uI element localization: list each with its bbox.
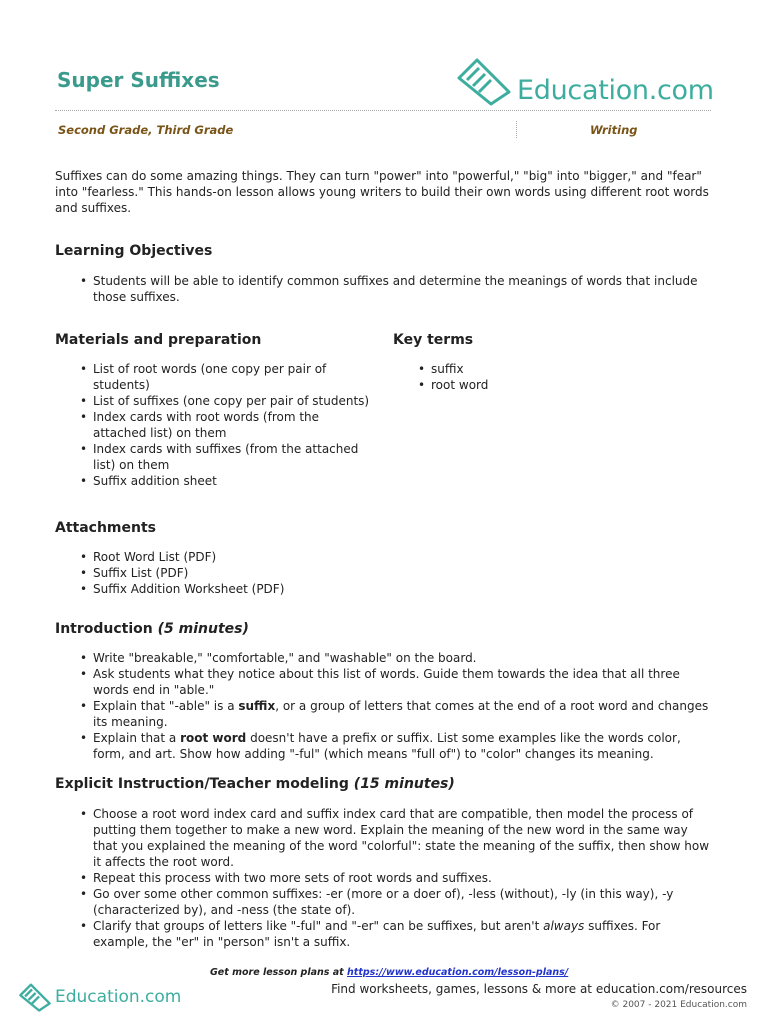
text-run: suffixes. For example, the "er" in "person" isn't a suffix. (93, 919, 661, 949)
list-item: • suffix (393, 361, 693, 377)
page-title: Super Suffixes (57, 68, 220, 92)
subject: Writing (590, 123, 638, 137)
text-run: doesn't have a prefix or suffix. List some examples like the words color, form, and art. Show how adding "-ful" (which means "full of") to "color" changes its meaning. (93, 731, 681, 761)
attachments-list (55, 549, 555, 597)
list-item: • Ask students what they notice about this list of words. Guide them towards the idea that all three words end in "able." (55, 666, 715, 698)
grade-levels: Second Grade, Third Grade (58, 123, 234, 137)
explicit-list (55, 806, 715, 950)
list-item: • Write "breakable," "comfortable," and "washable" on the board. (55, 650, 715, 666)
footer-copyright: © 2007 - 2021 Education.com (610, 1000, 747, 1010)
footer-logo[interactable] (18, 982, 181, 1012)
education-logo-icon (18, 982, 52, 1012)
term-suffix: suffix (238, 699, 276, 713)
list-item: • List of root words (one copy per pair of students) (55, 361, 375, 393)
text-run: Explain that a (93, 731, 181, 745)
attachment-suffix-list[interactable]: • Suffix List (PDF) (55, 565, 555, 581)
list-item (55, 698, 715, 730)
attachments-heading: Attachments (55, 520, 157, 536)
explicit-heading (55, 776, 455, 792)
attachment-suffix-worksheet[interactable]: • Suffix Addition Worksheet (PDF) (55, 581, 555, 597)
lesson-plans-link[interactable]: https://www.education.com/lesson-plans/ (347, 967, 569, 978)
list-item: • List of suffixes (one copy per pair of students) (55, 393, 375, 409)
explicit-title: Explicit Instruction/Teacher modeling (55, 776, 349, 792)
footer-resources-text: Find worksheets, games, lessons & more at education.com/resources (331, 982, 747, 996)
list-item: • Suffix addition sheet (55, 473, 375, 489)
term-root-word: root word (180, 731, 247, 745)
header-separator (516, 121, 517, 138)
intro-paragraph: Suffixes can do some amazing things. They can turn "power" into "powerful," "big" into "bigger," and "fear" into "fearless." This hands-on lesson allows young writers to build their own words using different root words and suffixes. (55, 169, 709, 215)
logo-wordmark: Education.com (517, 75, 714, 106)
list-item: • Repeat this process with two more sets of root words and suffixes. (55, 870, 715, 886)
materials-heading: Materials and preparation (55, 332, 262, 348)
text-run: Explain that "-able" is a (93, 699, 239, 713)
objectives-heading: Learning Objectives (55, 243, 213, 259)
list-item: • Choose a root word index card and suffix index card that are compatible, then model the process of putting them together to make a new word. Explain the meaning of the new word in the same way that you explained the meaning of the word "colorful": state the meaning of the suffix, then show how it affects the root word. (55, 806, 715, 870)
introduction-heading (55, 621, 249, 637)
materials-list (55, 361, 375, 489)
list-item: • Go over some other common suffixes: -er (more or a doer of), -less (without), -ly (in this way), -y (characterized by), and -ness (the state of). (55, 886, 715, 918)
education-logo[interactable] (455, 56, 714, 106)
objectives-list (55, 273, 715, 305)
attachment-root-word-list[interactable]: • Root Word List (PDF) (55, 549, 555, 565)
footer-more-plans (210, 967, 568, 978)
list-item (55, 918, 715, 950)
text-run: , or a group of letters that comes at the end of a root word and changes its meaning. (93, 699, 709, 729)
text-run: Clarify that groups of letters like "-ful" and "-er" can be suffixes, but aren't (93, 919, 544, 933)
education-logo-icon (455, 56, 513, 106)
footer-logo-wordmark: Education.com (55, 987, 182, 1007)
explicit-duration: (15 minutes) (353, 776, 455, 792)
header-divider (55, 110, 711, 111)
list-item (55, 730, 715, 762)
list-item: • Index cards with root words (from the attached list) on them (55, 409, 375, 441)
emphasis-always: always (543, 919, 585, 933)
key-terms-list (393, 361, 693, 393)
list-item: • Students will be able to identify common suffixes and determine the meanings of words that include those suffixes. (55, 273, 715, 305)
list-item: • Index cards with suffixes (from the attached list) on them (55, 441, 375, 473)
list-item: • root word (393, 377, 693, 393)
introduction-duration: (5 minutes) (157, 621, 249, 637)
key-terms-heading: Key terms (393, 332, 474, 348)
introduction-list (55, 650, 715, 762)
introduction-title: Introduction (55, 621, 153, 637)
footer-more-plans-label: Get more lesson plans at (210, 967, 348, 978)
